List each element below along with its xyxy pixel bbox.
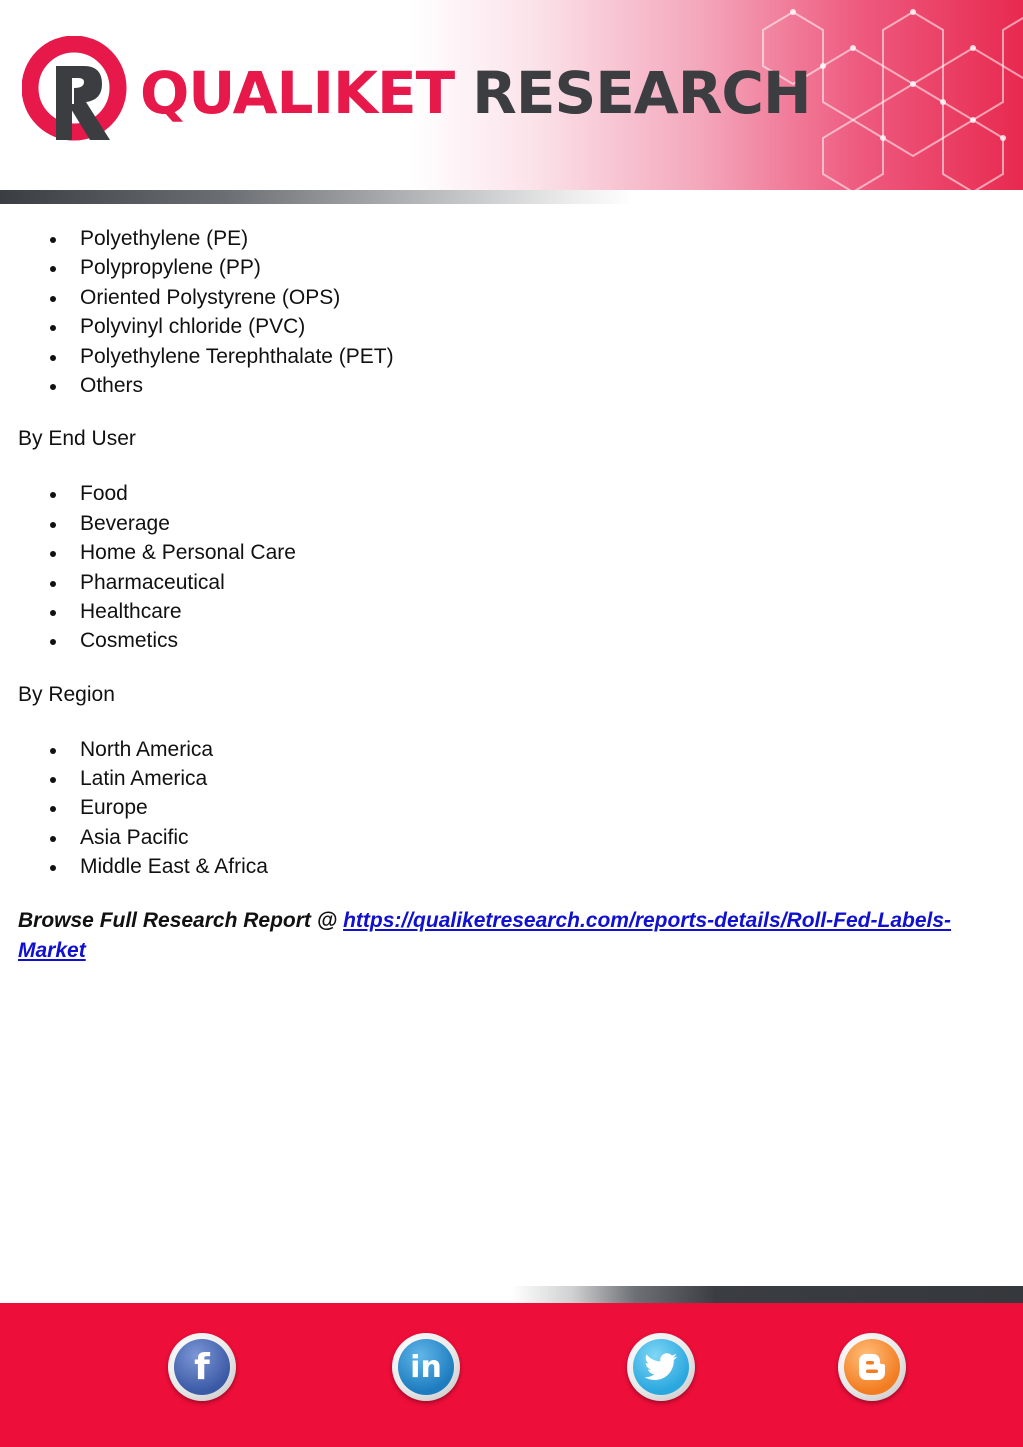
end-user-heading: By End User — [18, 427, 136, 451]
linkedin-button[interactable] — [392, 1333, 460, 1401]
list-item: Beverage — [18, 509, 998, 538]
region-list — [18, 735, 998, 882]
list-item: Healthcare — [18, 597, 998, 626]
report-content — [18, 224, 998, 966]
linkedin-icon: in — [398, 1339, 454, 1395]
list-item: Food — [18, 479, 998, 508]
brand-wordmark — [140, 58, 811, 128]
brand-primary: QUALIKET — [140, 59, 455, 127]
end-user-list — [18, 479, 998, 655]
browse-prefix: Browse Full Research Report @ — [18, 908, 344, 932]
header-divider — [0, 190, 1023, 204]
list-item: Cosmetics — [18, 626, 998, 655]
facebook-button[interactable] — [168, 1333, 236, 1401]
page-header — [0, 0, 1023, 190]
blogger-button[interactable] — [838, 1333, 906, 1401]
report-link[interactable]: https://qualiketresearch.com/reports-details/Roll-Fed-Labels-Market — [18, 908, 952, 962]
list-item: North America — [18, 735, 998, 764]
list-item: Asia Pacific — [18, 823, 998, 852]
footer-divider — [0, 1286, 1023, 1303]
type-list — [18, 224, 998, 400]
list-item: Oriented Polystyrene (OPS) — [18, 283, 998, 312]
list-item: Polyethylene Terephthalate (PET) — [18, 342, 998, 371]
list-item: Others — [18, 371, 998, 400]
list-item: Home & Personal Care — [18, 538, 998, 567]
list-item: Europe — [18, 793, 998, 822]
browse-report-line — [18, 906, 978, 966]
page-footer — [0, 1303, 1023, 1447]
list-item: Middle East & Africa — [18, 852, 998, 881]
list-item: Pharmaceutical — [18, 568, 998, 597]
brand-secondary: RESEARCH — [472, 59, 811, 127]
list-item: Polyvinyl chloride (PVC) — [18, 312, 998, 341]
twitter-icon — [633, 1339, 689, 1395]
list-item: Polyethylene (PE) — [18, 224, 998, 253]
list-item: Polypropylene (PP) — [18, 253, 998, 282]
list-item: Latin America — [18, 764, 998, 793]
facebook-icon: f — [174, 1339, 230, 1395]
twitter-button[interactable] — [627, 1333, 695, 1401]
qr-monogram-icon — [22, 36, 134, 148]
region-heading: By Region — [18, 682, 115, 706]
blogger-icon — [844, 1339, 900, 1395]
